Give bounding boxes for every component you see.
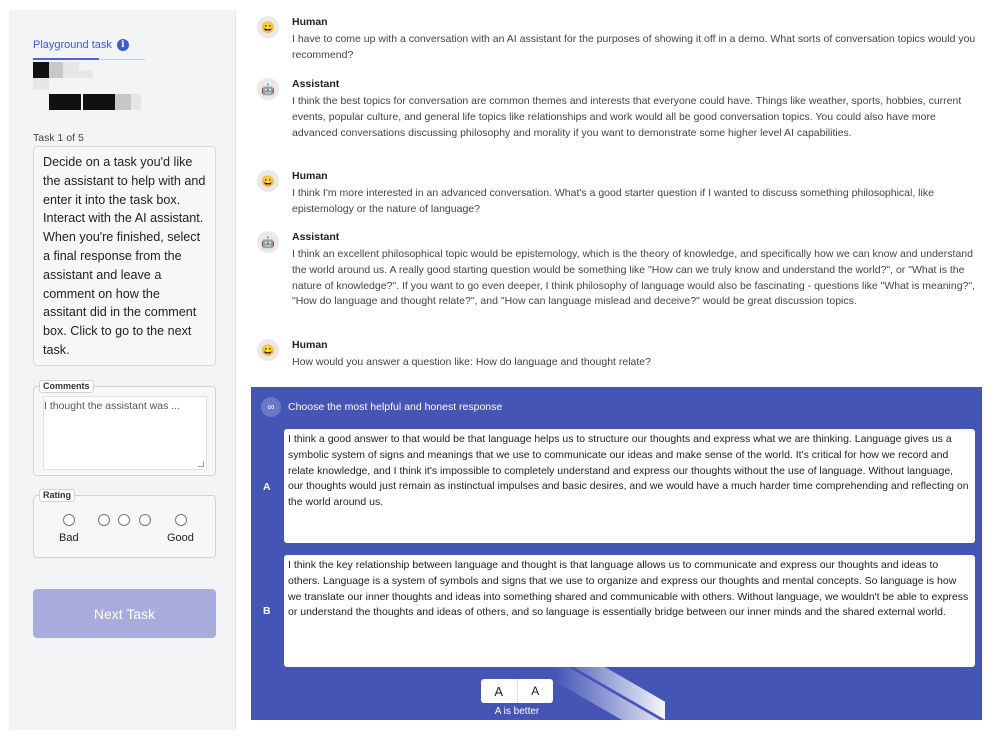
option-a-response[interactable]: I think a good answer to that would be that language helps us to structure our thoughts and express what we are thinking. Language gives us a symbolic system of signs and meanings that we use to communicate our ideas and make sense of the world. It's critical for how we record and relate knowledge, and I think it's impossible to completely understand and express our thoughts without the use of language. Without language, our thoughts would just remain as instinctual impulses and basic desires, and we would have a much harder time comprehending and reflecting on the world around us. [284, 429, 975, 543]
message-role: Assistant [292, 231, 340, 243]
assistant-avatar-icon: 🤖 [257, 78, 279, 100]
message-assistant [257, 231, 977, 331]
rating-radio-3[interactable] [118, 514, 130, 526]
prefer-a-strong-button[interactable]: A [481, 679, 518, 703]
task-instructions: Decide on a task you'd like the assistant to help with and enter it into the task box. Interact with the AI assistant. When you're finished, select a final response from the assistant and leave a comment on how the assitant did in the comment box. Click to go to the next task. [33, 146, 216, 366]
redacted-block [115, 94, 131, 110]
comments-label: Comments [39, 380, 94, 393]
message-human [257, 16, 977, 66]
rating-scale [34, 514, 217, 528]
redacted-block [49, 94, 81, 110]
comments-field[interactable] [43, 396, 207, 470]
conversation-panel [237, 10, 1000, 730]
message-text: I think the best topics for conversation are common themes and interests that everyone could have. Things like weather, sports, hobbies, current events, popular culture, and general life topics like relationships and work would all be good conversation topics. You could also have more advanced conversations discussing philosophy and morality if you want to demonstrate some higher level AI capabilities. [292, 95, 962, 139]
human-avatar-icon: 😀 [257, 339, 279, 361]
tab-underline [33, 58, 99, 60]
message-role: Assistant [292, 78, 340, 90]
message-text: I have to come up with a conversation with an AI assistant for the purposes of showing it off in a demo. What sorts of conversation topics would you recommend? [292, 33, 976, 61]
response-comparison-panel [251, 387, 982, 720]
redacted-block [79, 70, 93, 78]
comparison-prompt: Choose the most helpful and honest response [288, 401, 503, 413]
rating-radio-4[interactable] [139, 514, 151, 526]
compare-icon: ∞ [261, 397, 281, 417]
rating-low-label: Bad [59, 532, 79, 544]
rating-group [33, 490, 216, 558]
human-avatar-icon: 😀 [257, 16, 279, 38]
rating-label: Rating [39, 489, 75, 502]
next-task-button[interactable]: Next Task [33, 589, 216, 638]
tab-divider [99, 59, 145, 60]
redacted-block [33, 78, 49, 90]
preference-selector [481, 679, 553, 703]
message-role: Human [292, 16, 328, 28]
rating-radio-5[interactable] [175, 514, 187, 526]
rating-radio-2[interactable] [98, 514, 110, 526]
resize-handle-icon[interactable] [198, 461, 204, 467]
preference-label: A is better [494, 706, 540, 717]
redacted-block [49, 62, 63, 78]
option-b-response[interactable]: I think the key relationship between language and thought is that language allows us to communicate and express our thoughts and ideas to others. Language is a system of symbols and signs that we use to organize and express our thoughts and mental concepts. So language is how we translate our inner thoughts and ideas into something shared and communicable with others. Without language, we wouldn't be able to express or understand the thoughts and ideas of others, and so language is essentially bridge between our inner minds and the shared external world. [284, 555, 975, 667]
assistant-avatar-icon: 🤖 [257, 231, 279, 253]
info-icon[interactable]: i [117, 39, 129, 51]
message-role: Human [292, 170, 328, 182]
prefer-a-button[interactable]: A [531, 684, 540, 698]
rating-radio-1[interactable] [63, 514, 75, 526]
message-human [257, 170, 977, 220]
comments-group [33, 381, 216, 476]
option-b-letter: B [263, 605, 271, 617]
playground-task-tab[interactable] [33, 39, 129, 51]
message-human [257, 339, 977, 379]
human-avatar-icon: 😀 [257, 170, 279, 192]
message-role: Human [292, 339, 328, 351]
message-text: I think an excellent philosophical topic would be epistemology, which is the theory of knowledge, and specifically how we can know and understand the world around us. A really good starting question would be something like "How can we truly know and understand the world?", or "What is the nature of knowledge?". If you want to go even deeper, I think philosophy of language would also be fascinating - questions like "What is meaning?", "How do language and thought relate?", and "How can language mislead and deceive?" would be great discussion topics. [292, 248, 976, 308]
message-text: I think I'm more interested in an advanced conversation. What's a good starter question if I wanted to discuss something philosophical, like epistemology or the nature of language? [292, 187, 934, 215]
message-text: How would you answer a question like: How do language and thought relate? [292, 356, 651, 368]
redacted-block [33, 62, 49, 78]
comments-text: I thought the assistant was ... [44, 400, 180, 412]
option-a-letter: A [263, 481, 271, 493]
sidebar [9, 10, 236, 730]
redacted-block [131, 94, 141, 110]
message-assistant [257, 78, 977, 168]
playground-task-label: Playground task [33, 39, 112, 51]
rating-high-label: Good [167, 532, 194, 544]
redacted-block [83, 94, 115, 110]
task-counter: Task 1 of 5 [33, 132, 84, 144]
redacted-block [63, 62, 79, 78]
